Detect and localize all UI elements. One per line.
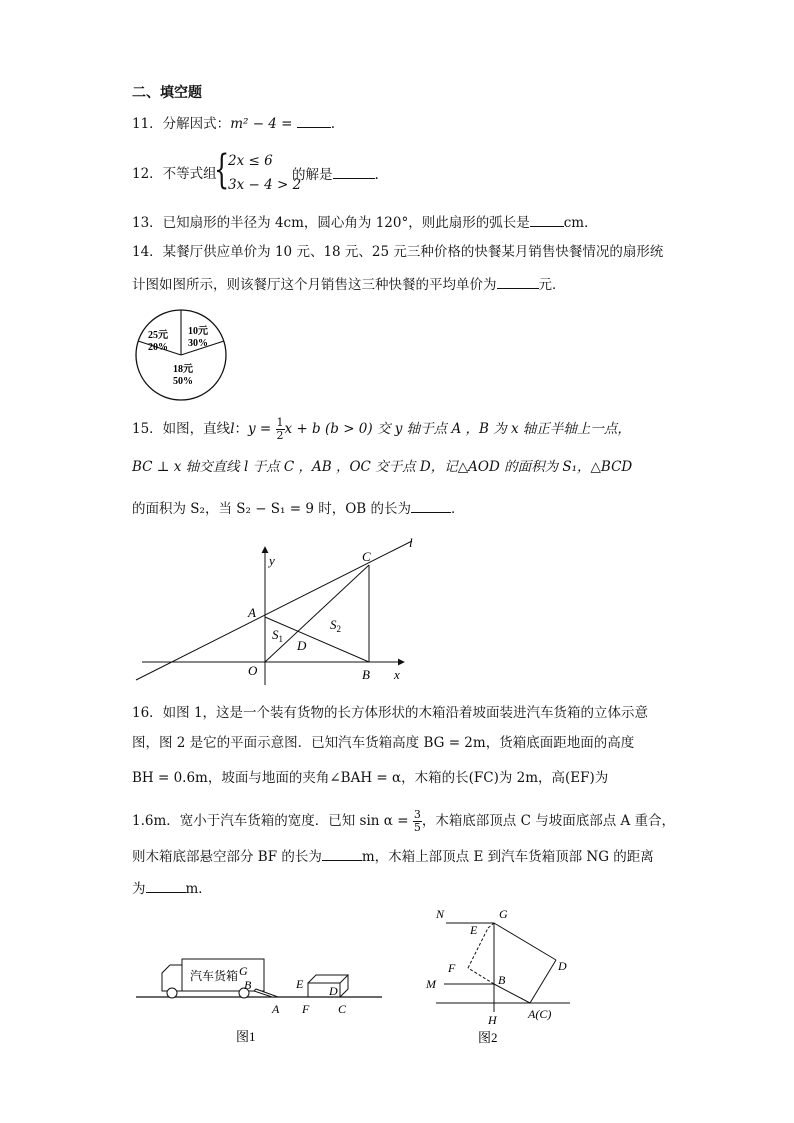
question-15-line1 <box>132 417 631 442</box>
fig2-caption: 图2 <box>478 1030 498 1045</box>
edge-gd <box>494 923 556 960</box>
dashed-eg <box>488 923 494 928</box>
q15-l1a: 15．如图，直线 <box>132 421 231 437</box>
pie-label-25-name: 25元 <box>148 330 168 341</box>
q16-l6b: m． <box>185 881 212 897</box>
q12-brace: { <box>214 147 230 193</box>
pie-label-18-pct: 50% <box>173 376 193 387</box>
ramp <box>254 989 278 997</box>
pie-label-10-name: 10元 <box>188 326 208 337</box>
question-15-line2: BC ⊥ x 轴交直线 l 于点 C ，AB ，OC 交于点 D，记△AOD 的面积为 S₁，△BCD <box>132 459 633 475</box>
q16-frac-num: 3 <box>413 808 421 821</box>
q13-text: 13．已知扇形的半径为 4cm，圆心角为 120°，则此扇形的弧长是 <box>132 215 530 231</box>
fig2-label-h: H <box>488 1013 497 1027</box>
q15-figure <box>132 535 422 690</box>
fig1-label-d: D <box>329 984 338 998</box>
label-s2-sub: 2 <box>336 624 341 634</box>
section-title: 二、填空题 <box>132 85 202 101</box>
fig2-label-e: E <box>470 923 478 937</box>
q12-end: . <box>374 167 379 183</box>
pie-label-25-pct: 20% <box>148 342 168 353</box>
q13-blank[interactable] <box>530 212 564 227</box>
q13-end: cm． <box>563 215 598 231</box>
label-s2-s: S <box>330 617 337 632</box>
label-y: y <box>269 553 275 568</box>
fig1-label-f: F <box>302 1002 310 1016</box>
q14-pie-chart <box>134 308 230 404</box>
q11-text: 11．分解因式： <box>132 116 231 132</box>
q14-line2-text: 计图如图所示，则该餐厅这个月销售这三种快餐的平均单价为 <box>132 277 497 293</box>
fig1-label-g: G <box>239 964 248 978</box>
fig2-label-b: B <box>498 973 506 987</box>
label-x: x <box>394 667 400 682</box>
fig2-label-f: F <box>448 961 456 975</box>
question-16-line6 <box>132 878 212 899</box>
label-a: A <box>248 605 256 620</box>
q16-figure-2 <box>422 900 582 1050</box>
q16-l4b: ，木箱底部顶点 C 与坡面底部点 A 重合， <box>421 813 676 829</box>
q12-line2: 3x − 4 > 2 <box>228 177 302 193</box>
question-16-line1: 16．如图 1，这是一个装有货物的长方体形状的木箱沿着坡面装进汽车货箱的立体示意 <box>132 705 649 721</box>
fig2-label-m: M <box>426 977 436 991</box>
q11-end: . <box>330 116 336 132</box>
question-16-line5 <box>132 846 654 867</box>
q15-fraction <box>276 417 285 442</box>
q16-l6a: 为 <box>132 881 146 897</box>
question-16-line4 <box>132 809 675 834</box>
q16-figure-1 <box>132 935 392 1050</box>
q15-l1d: x + b (b > 0) 交 y 轴于点 A ，B 为 x 轴正半轴上一点， <box>284 421 631 437</box>
question-14-line2 <box>132 274 566 295</box>
label-d: D <box>297 638 307 653</box>
pie-label-10-pct: 30% <box>188 338 208 349</box>
q15-l1c: ： <box>234 421 249 437</box>
fig1-label-b: B <box>244 978 252 992</box>
fig1-label-a: A <box>272 1002 280 1016</box>
fig2-label-ac: A(C) <box>528 1007 552 1021</box>
truck-wheel-front <box>167 988 177 998</box>
q16-l5a: 则木箱底部悬空部分 BF 的长为 <box>132 849 322 865</box>
label-c: C <box>362 549 371 564</box>
q11-blank[interactable] <box>297 113 331 128</box>
truck-cab <box>162 965 182 991</box>
q11-expr: m² − 4 = <box>230 116 297 132</box>
label-b: B <box>362 667 370 682</box>
question-15-line3 <box>132 498 465 519</box>
label-s1 <box>272 627 283 644</box>
label-s1-sub: 1 <box>278 634 283 644</box>
fig2-label-d: D <box>558 959 567 973</box>
fig1-label-e: E <box>296 977 304 991</box>
crate-top <box>308 975 348 983</box>
segment-oc <box>265 565 369 662</box>
dashed-bf <box>468 968 494 984</box>
q16-fraction <box>413 809 422 834</box>
question-11 <box>132 113 335 134</box>
q15-frac-num: 1 <box>276 416 284 429</box>
fig2-label-g: G <box>499 907 508 921</box>
question-13 <box>132 212 598 233</box>
q16-l5b: m，木箱上部顶点 E 到汽车货箱顶部 NG 的距离 <box>361 849 654 865</box>
q15-l3: 的面积为 S₂，当 S₂ − S₁ = 9 时，OB 的长为 <box>132 501 412 517</box>
q16-blank-1[interactable] <box>322 846 362 861</box>
q15-frac-den: 2 <box>276 429 284 442</box>
edge-dc <box>530 960 556 1003</box>
q12-blank[interactable] <box>333 164 375 179</box>
q15-end: ． <box>451 501 465 517</box>
label-s2 <box>330 617 341 634</box>
q12-line1: 2x ≤ 6 <box>228 153 273 169</box>
q16-l4a: 1.6m．宽小于汽车货箱的宽度．已知 sin α = <box>132 813 413 829</box>
fig2-label-n: N <box>436 907 445 921</box>
fig1-label-c: C <box>338 1002 347 1016</box>
q12-tail <box>292 164 379 185</box>
pie-label-18-name: 18元 <box>173 364 193 375</box>
q16-frac-den: 5 <box>413 821 421 834</box>
q14-end: 元． <box>538 277 566 293</box>
q12-suffix: 的解是 <box>292 167 333 183</box>
q14-blank[interactable] <box>497 274 539 289</box>
q16-blank-2[interactable] <box>146 878 186 893</box>
label-o: O <box>248 663 258 678</box>
q15-l1b: l <box>230 421 235 437</box>
label-l: l <box>409 535 413 550</box>
question-14-line1: 14．某餐厅供应单价为 10 元、18 元、25 元三种价格的快餐某月销售快餐情况的扇形统 <box>132 244 664 260</box>
fig1-caption: 图1 <box>236 1029 256 1044</box>
question-16-line3: BH = 0.6m，坡面与地面的夹角∠BAH = α，木箱的长(FC)为 2m，高(EF)为 <box>132 770 609 786</box>
q15-l1eq: y = <box>248 421 276 437</box>
truck-label: 汽车货箱 <box>190 969 239 983</box>
q15-blank[interactable] <box>411 498 451 513</box>
question-16-line2: 图，图 2 是它的平面示意图．已知汽车货箱高度 BG = 2m，货箱底面距地面的高度 <box>132 735 635 751</box>
label-s1-s: S <box>272 627 279 642</box>
question-12-prefix: 12．不等式组 <box>132 166 217 182</box>
